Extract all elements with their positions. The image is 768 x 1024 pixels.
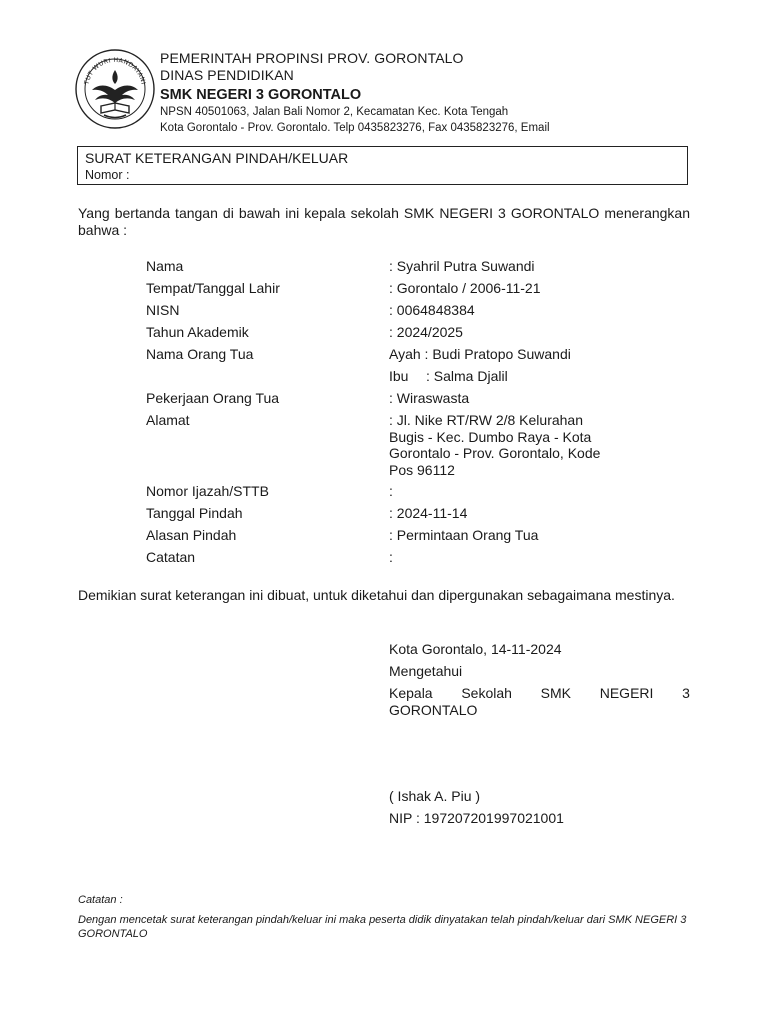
title-box bbox=[77, 146, 688, 185]
field-label: Alasan Pindah bbox=[146, 527, 237, 543]
field-value-ayah: Ayah : Budi Pratopo Suwandi bbox=[389, 346, 571, 362]
signature-position: Kepala Sekolah SMK NEGERI 3 bbox=[389, 685, 690, 701]
field-label: Alamat bbox=[146, 412, 190, 428]
header-school-name: SMK NEGERI 3 GORONTALO bbox=[160, 87, 362, 103]
header-address-line1: NPSN 40501063, Jalan Bali Nomor 2, Kecamatan Kec. Kota Tengah bbox=[160, 106, 509, 118]
ibu-label: Ibu bbox=[389, 368, 409, 384]
letterhead bbox=[160, 50, 720, 136]
field-label: Nama Orang Tua bbox=[146, 346, 254, 362]
field-row-tanggal bbox=[146, 505, 626, 522]
field-row-alasan bbox=[146, 527, 626, 544]
field-value: : Wiraswasta bbox=[389, 390, 470, 406]
field-value-ibu bbox=[389, 368, 621, 385]
field-row-catatan bbox=[146, 549, 626, 566]
field-row-tahun bbox=[146, 324, 626, 341]
signature-block bbox=[389, 641, 690, 827]
field-row-ttl bbox=[146, 280, 626, 297]
field-value: : 2024/2025 bbox=[389, 324, 463, 340]
field-value: : Jl. Nike RT/RW 2/8 Kelurahan Bugis - Kec. Dumbo Raya - Kota Gorontalo - Prov. Gorontalo, Kode Pos 96112 bbox=[389, 412, 601, 478]
field-value: : bbox=[389, 483, 393, 499]
signatory-nip: NIP : 197207201997021001 bbox=[389, 810, 564, 826]
field-value: : bbox=[389, 549, 393, 565]
field-value: : 2024-11-14 bbox=[389, 505, 468, 521]
field-row-nisn bbox=[146, 302, 626, 319]
tut-wuri-handayani-logo bbox=[74, 48, 156, 130]
document-number: Nomor : bbox=[85, 168, 130, 182]
signatory-name: ( Ishak A. Piu ) bbox=[389, 788, 481, 804]
signature-acknowledge: Mengetahui bbox=[389, 663, 463, 679]
field-label: Nama bbox=[146, 258, 184, 274]
field-row-ortu-ibu bbox=[146, 368, 626, 385]
intro-paragraph: Yang bertanda tangan di bawah ini kepala sekolah SMK NEGERI 3 GORONTALO menerangkan bahwa : bbox=[78, 205, 690, 238]
student-details bbox=[146, 258, 626, 571]
field-label: Catatan bbox=[146, 549, 196, 565]
field-label: Pekerjaan Orang Tua bbox=[146, 390, 280, 406]
field-row-ortu-ayah bbox=[146, 346, 626, 363]
signature-place-date: Kota Gorontalo, 14-11-2024 bbox=[389, 641, 562, 657]
field-row-alamat bbox=[146, 412, 626, 478]
header-government: PEMERINTAH PROPINSI PROV. GORONTALO bbox=[160, 50, 464, 66]
field-label: Nomor Ijazah/STTB bbox=[146, 483, 269, 499]
footnote-text: Dengan mencetak surat keterangan pindah/keluar ini maka peserta didik dinyatakan telah pindah/keluar dari SMK NEGERI 3 GORONTALO bbox=[78, 914, 687, 940]
field-row-nama bbox=[146, 258, 626, 275]
field-value: : 0064848384 bbox=[389, 302, 475, 318]
field-row-pekerjaan bbox=[146, 390, 626, 407]
logo-text: TUT WURI HANDAYANI bbox=[83, 56, 147, 86]
header-address-line2: Kota Gorontalo - Prov. Gorontalo. Telp 0435823276, Fax 0435823276, Email bbox=[160, 121, 550, 134]
field-label: Tanggal Pindah bbox=[146, 505, 243, 521]
ibu-value: : Salma Djalil bbox=[426, 368, 508, 384]
closing-paragraph: Demikian surat keterangan ini dibuat, untuk diketahui dan dipergunakan sebagaimana mestinya. bbox=[78, 587, 675, 603]
field-row-ijazah bbox=[146, 483, 626, 500]
field-value: : Gorontalo / 2006-11-21 bbox=[389, 280, 541, 296]
footnote-heading: Catatan : bbox=[78, 894, 123, 906]
field-value: : Syahril Putra Suwandi bbox=[389, 258, 535, 274]
document-title: SURAT KETERANGAN PINDAH/KELUAR bbox=[85, 150, 349, 166]
field-label: NISN bbox=[146, 302, 180, 318]
field-label: Tahun Akademik bbox=[146, 324, 249, 340]
header-department: DINAS PENDIDIKAN bbox=[160, 67, 294, 83]
signature-position-line2: GORONTALO bbox=[389, 702, 478, 718]
field-label: Tempat/Tanggal Lahir bbox=[146, 280, 280, 296]
field-value: : Permintaan Orang Tua bbox=[389, 527, 539, 543]
